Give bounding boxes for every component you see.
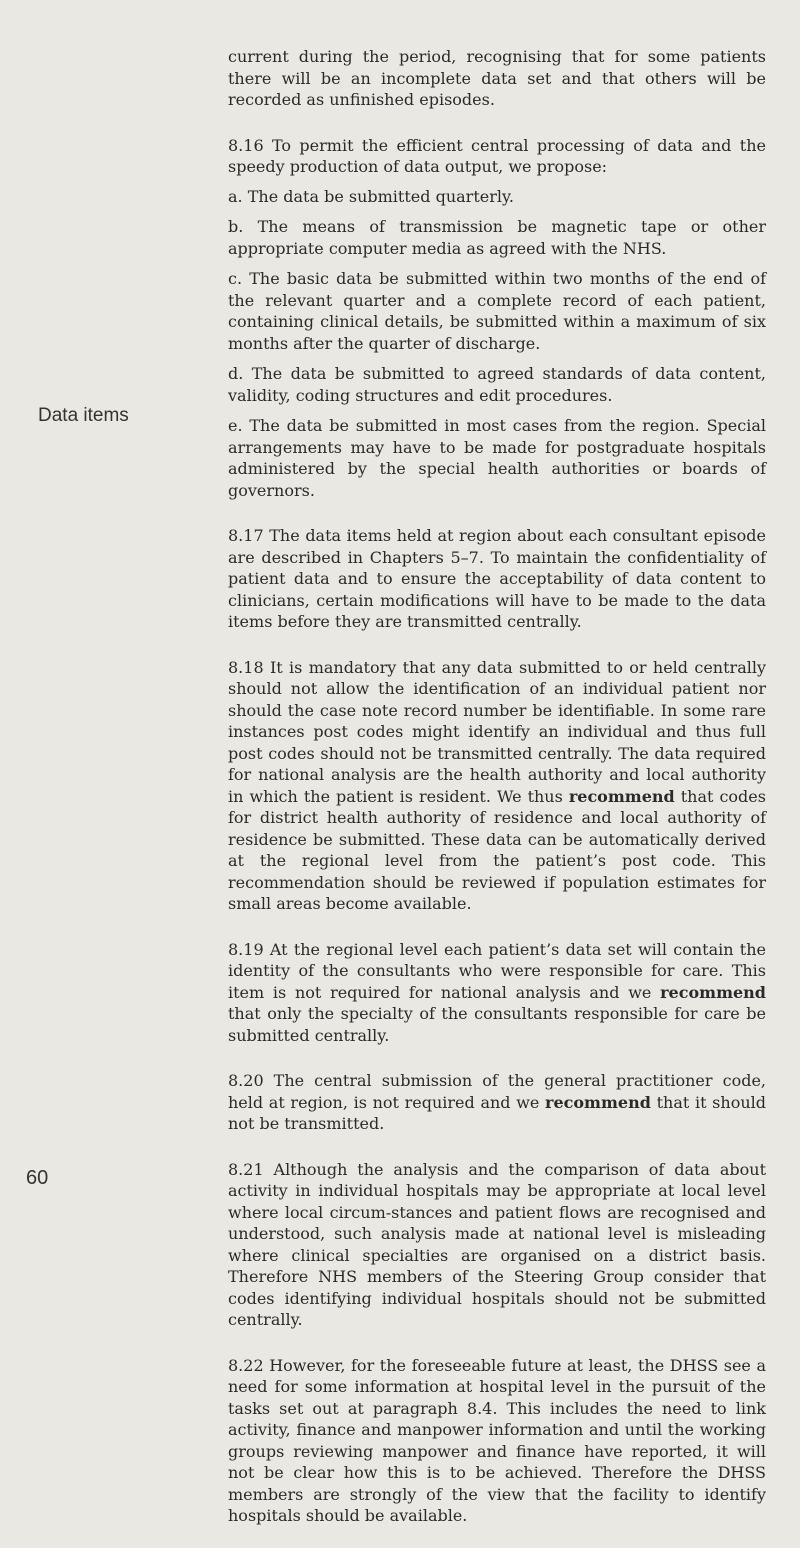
- paragraph-8-19-text-2: that only the specialty of the consultants responsible for care be submitted centrally.: [228, 1004, 766, 1045]
- paragraph-8-21: 8.21 Although the analysis and the comparison of data about activity in individual hospitals may be appropriate at local level where local circum-stances and patient flows are recognised and understood, such analysis made at national level is misleading where clinical specialties are organised on a district basis. Therefore NHS members of the Steering Group consider that codes identifying individual hospitals should not be submitted centrally.: [228, 1159, 766, 1329]
- paragraph-8-17: 8.17 The data items held at region about each consultant episode are described in Chapters 5–7. To maintain the confidentiality of patient data and to ensure the acceptability of data content to clinicians, certain modifications will have to be made to the data items before they are transmitted centrally.: [228, 526, 766, 631]
- paragraph-8-20: [228, 1070, 766, 1135]
- list-item-a: a. The data be submitted quarterly.: [228, 186, 514, 206]
- list-item-e: e. The data be submitted in most cases from the region. Special arrangements may have to be made for postgraduate hospitals administered by the special health authorities or boards of governors.: [228, 416, 766, 500]
- paragraph-8-18-text-1: 8.18 It is mandatory that any data submitted to or held centrally should not allow the identification of an individual patient nor should the case note record number be identifiable. In some rare instances post codes might identify an individual and thus full post codes should not be transmitted centrally. The data required for national analysis are the health authority and local authority in which the patient is resident. We thus: [228, 657, 766, 806]
- paragraph-intro: current during the period, recognising that for some patients there will be an incomplete data set and that others will be recorded as unfinished episodes.: [228, 47, 766, 109]
- paragraph-8-18: [228, 657, 766, 915]
- side-heading: Data items: [38, 405, 129, 426]
- page-number: 60: [26, 1167, 49, 1189]
- paragraph-8-19-text-1: 8.19 At the regional level each patient’s data set will contain the identity of the consultants who were responsible for care. This item is not required for national analysis and we: [228, 939, 766, 1002]
- paragraph-8-20-text-2: that it should not be transmitted.: [228, 1092, 766, 1133]
- paragraph-8-18-text-2: that codes for district health authority of residence and local authority of residence be submitted. These data can be automatically derived at the regional level from the patient’s post code. This recommendation should be reviewed if population estimates for small areas become available.: [228, 786, 766, 913]
- list-item-c: c. The basic data be submitted within two months of the end of the relevant quarter and a complete record of each patient, containing clinical details, be submitted within a maximum of six months after the quarter of discharge.: [228, 269, 766, 353]
- list-item-b: b. The means of transmission be magnetic tape or other appropriate computer media as agreed with the NHS.: [228, 217, 766, 258]
- paragraph-8-20-text-1: 8.20 The central submission of the general practitioner code, held at region, is not required and we: [228, 1071, 766, 1112]
- body-text: [228, 46, 766, 1548]
- paragraph-8-16: 8.16 To permit the efficient central processing of data and the speedy production of data output, we propose:: [228, 135, 766, 176]
- recommend-emphasis: recommend: [545, 1092, 651, 1112]
- paragraph-8-19: [228, 939, 766, 1047]
- list-item-d: d. The data be submitted to agreed standards of data content, validity, coding structures and edit procedures.: [228, 364, 766, 405]
- recommend-emphasis: recommend: [568, 786, 675, 806]
- recommend-emphasis: recommend: [660, 982, 766, 1002]
- paragraph-8-22: 8.22 However, for the foreseeable future at least, the DHSS see a need for some information at hospital level in the pursuit of the tasks set out at paragraph 8.4. This includes the need to link activity, finance and manpower information and until the working groups reviewing manpower and finance have reported, it will not be clear how this is to be achieved. Therefore the DHSS members are strongly of the view that the facility to identify hospitals should be available.: [228, 1355, 766, 1525]
